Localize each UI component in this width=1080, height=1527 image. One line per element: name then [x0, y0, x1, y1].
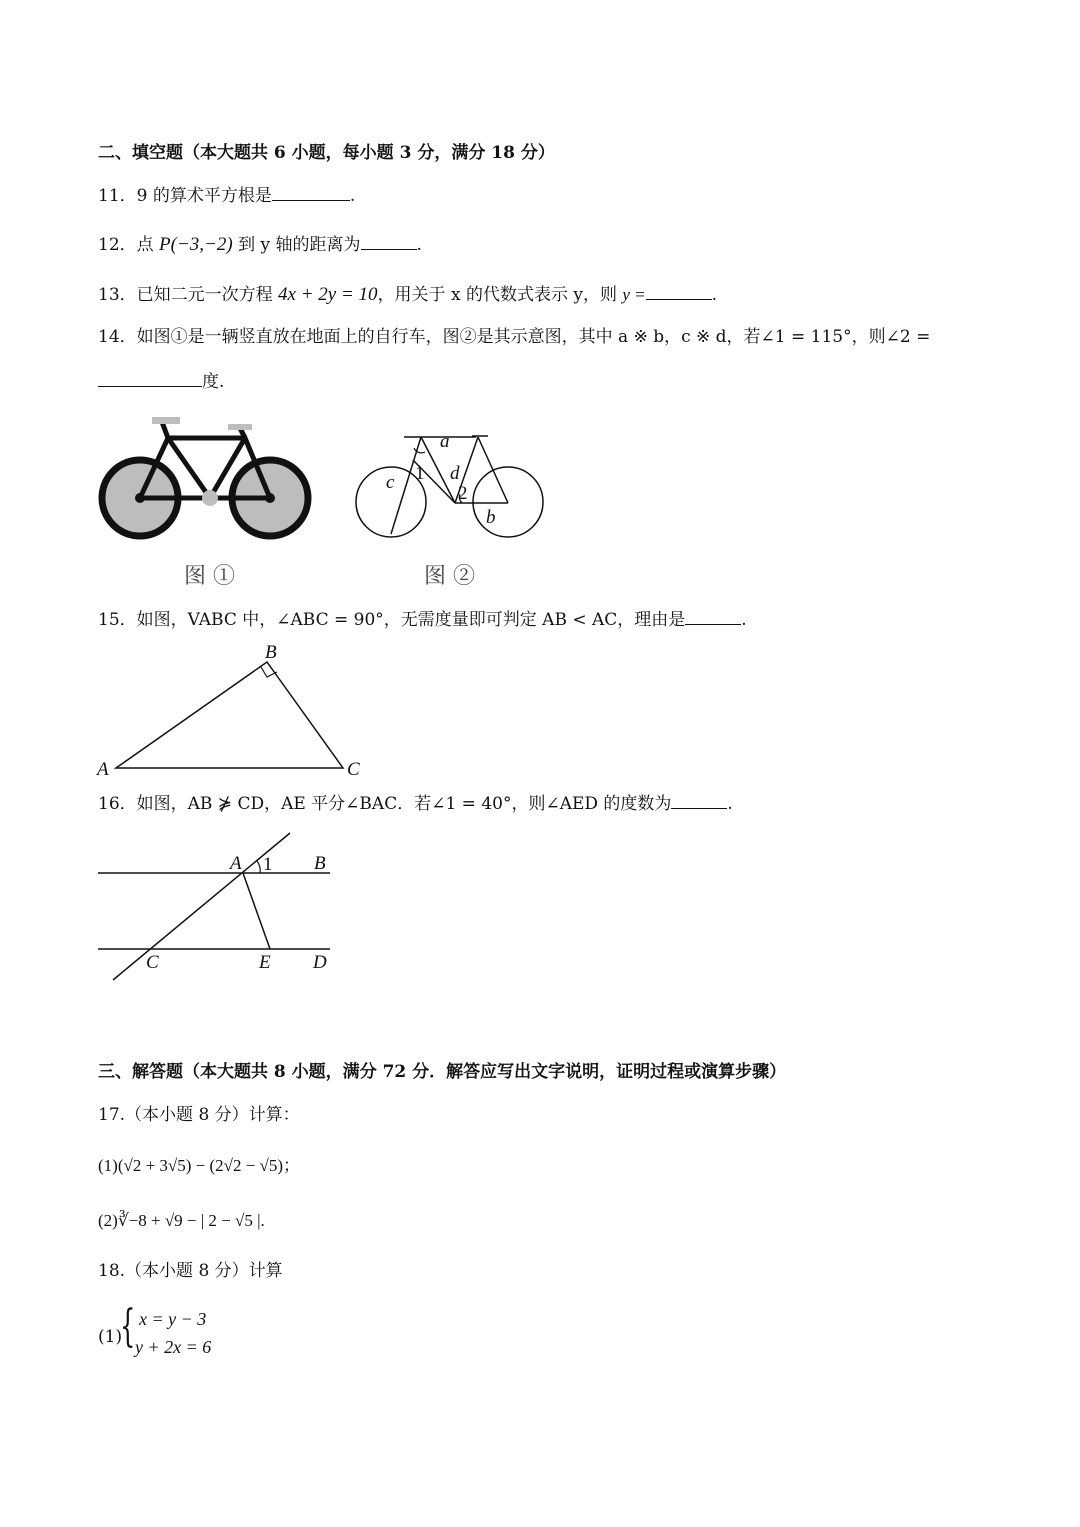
segment-ae [243, 873, 270, 949]
point-d-label: D [313, 952, 327, 973]
system-brace: { [120, 1301, 136, 1352]
q18-part-1-label: (1) [98, 1327, 123, 1347]
angle-1-arc-q16 [257, 861, 260, 873]
angle-1-label-q16: 1 [263, 854, 273, 875]
triangle-abc-figure [95, 642, 360, 780]
point-c-label: C [146, 952, 159, 973]
figure-2-caption: 图 ② [424, 564, 475, 589]
bicycle-icon [102, 417, 308, 536]
q13-pre: 13．已知二元一次方程 [98, 285, 273, 305]
bike-handlebar [228, 424, 252, 430]
vertex-c-label: C [347, 759, 360, 780]
q11-end: . [349, 186, 356, 206]
section-3-title: 三、解答题（本大题共 8 小题，满分 72 分．解答应写出文字说明，证明过程或演算步骤） [98, 1062, 787, 1082]
question-16 [98, 792, 733, 815]
section-2-title: 二、填空题（本大题共 6 小题，每小题 3 分，满分 18 分） [98, 143, 555, 163]
label-c: c [386, 472, 395, 493]
q13-end: . [711, 285, 718, 305]
bike-seat-post [162, 422, 168, 438]
q13-post: ，用关于 x 的代数式表示 y，则 [377, 285, 617, 305]
label-angle-1: 1 [415, 463, 425, 484]
vertex-b-label: B [265, 642, 277, 663]
bicycle-schematic-figure-2 [356, 431, 543, 537]
q12-end: . [416, 235, 422, 255]
vertex-a-label: A [97, 759, 109, 780]
q13-equation: 4x + 2y = 10 [278, 284, 378, 305]
label-b: b [486, 507, 496, 528]
q15-answer-blank[interactable] [685, 608, 741, 625]
q16-end: . [727, 794, 733, 814]
triangle-abc [116, 662, 343, 768]
q11-text: 11．9 的算术平方根是 [98, 186, 272, 206]
q14-end: 度. [202, 372, 225, 392]
q16-text: 16．如图，AB ⋡ CD，AE 平分∠BAC．若∠1 = 40°，则∠AED 的度数为 [98, 794, 672, 814]
q12-pre: 12．点 [98, 235, 154, 255]
bike-seat [152, 417, 180, 424]
question-17-part-1: (1)(√2 + 3√5) − (2√2 − √5)； [98, 1156, 301, 1175]
question-17-title: 17.（本小题 8 分）计算： [98, 1105, 300, 1125]
q15-end: . [741, 610, 747, 630]
q12-post: 到 y 轴的距离为 [238, 235, 361, 255]
rear-hub [135, 493, 145, 503]
front-hub [265, 493, 275, 503]
question-14: 14．如图①是一辆竖直放在地面上的自行车，图②是其示意图，其中 a ※ b，c ※ d，若∠1 = 115°，则∠2 = [98, 327, 931, 347]
point-a-label: A [230, 853, 242, 874]
fork-line [478, 437, 508, 503]
q18-equation-1: x = y − 3 [139, 1309, 207, 1329]
question-15 [98, 608, 747, 631]
question-17-part-2: (2)∛−8 + √9 − | 2 − √5 |. [98, 1211, 265, 1230]
point-e-label: E [259, 952, 271, 973]
bike-pedal-hub [202, 490, 218, 506]
question-18-title: 18.（本小题 8 分）计算 [98, 1261, 283, 1281]
q15-text: 15．如图，VABC 中，∠ABC = 90°，无需度量即可判定 AB < AC，理由是 [98, 610, 686, 630]
label-d: d [450, 463, 460, 484]
label-a: a [440, 431, 450, 452]
q13-y: y = [622, 285, 646, 304]
q12-point: P(−3,−2) [159, 234, 233, 255]
figure-1-caption: 图 ① [184, 564, 235, 589]
label-angle-2: 2 [458, 483, 468, 504]
parallel-lines-figure [98, 833, 330, 980]
q16-answer-blank[interactable] [671, 792, 727, 809]
q18-equation-2: y + 2x = 6 [135, 1337, 212, 1357]
point-b-label: B [314, 853, 326, 874]
